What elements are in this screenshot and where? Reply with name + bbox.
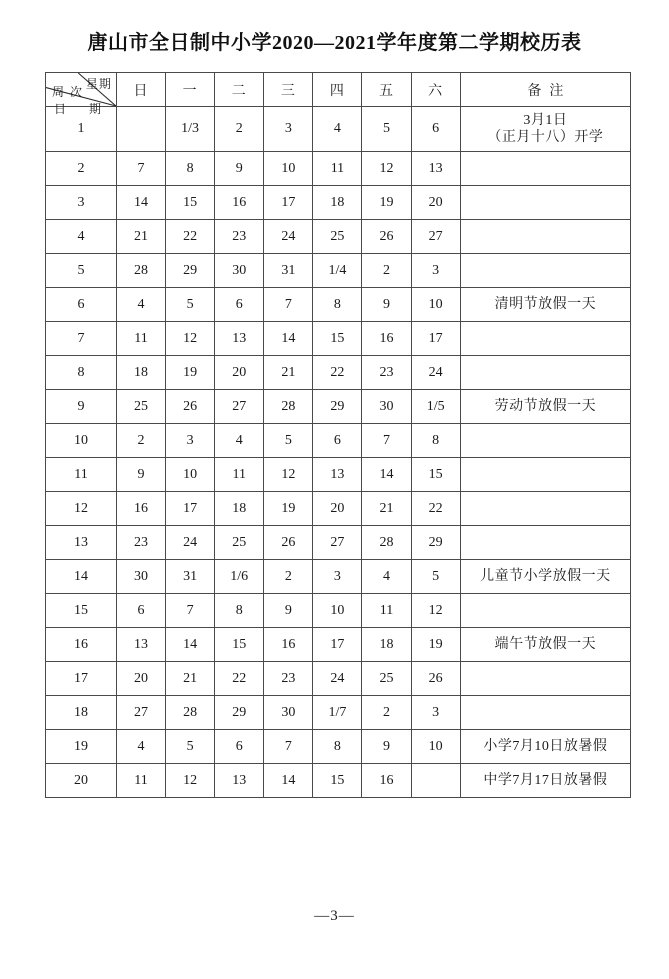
date-cell: 13	[116, 628, 165, 662]
table-row	[46, 764, 631, 798]
date-cell: 7	[116, 152, 165, 186]
remark-cell	[460, 186, 630, 220]
week-index-cell: 17	[46, 662, 117, 696]
week-index-cell: 13	[46, 526, 117, 560]
date-cell: 4	[215, 424, 264, 458]
table-row	[46, 288, 631, 322]
date-cell: 7	[166, 594, 215, 628]
date-cell: 1/7	[313, 696, 362, 730]
week-index-cell: 7	[46, 322, 117, 356]
date-cell: 7	[264, 288, 313, 322]
column-header-friday: 五	[362, 73, 411, 107]
week-index-cell: 3	[46, 186, 117, 220]
date-cell: 15	[411, 458, 460, 492]
date-cell: 20	[116, 662, 165, 696]
date-cell: 15	[313, 764, 362, 798]
date-cell: 15	[313, 322, 362, 356]
table-row	[46, 492, 631, 526]
page-title: 唐山市全日制中小学2020—2021学年度第二学期校历表	[87, 32, 582, 54]
date-cell: 31	[264, 254, 313, 288]
remark-cell	[460, 628, 630, 662]
week-index-cell: 6	[46, 288, 117, 322]
table-row	[46, 186, 631, 220]
table-row	[46, 696, 631, 730]
corner-header-cell	[46, 73, 117, 116]
date-cell: 3	[264, 107, 313, 152]
date-cell: 7	[264, 730, 313, 764]
table-row	[46, 424, 631, 458]
date-cell: 27	[215, 390, 264, 424]
date-cell: 14	[116, 186, 165, 220]
date-cell: 18	[215, 492, 264, 526]
date-cell: 17	[411, 322, 460, 356]
date-cell: 14	[362, 458, 411, 492]
week-index-cell: 15	[46, 594, 117, 628]
corner-label-date	[54, 103, 108, 116]
date-cell: 29	[166, 254, 215, 288]
date-cell: 1/4	[313, 254, 362, 288]
page-number-footer: —3—	[314, 908, 355, 924]
remark-cell	[460, 560, 630, 594]
date-cell: 2	[362, 254, 411, 288]
date-cell: 16	[215, 186, 264, 220]
remark-cell	[460, 662, 630, 696]
table-row	[46, 254, 631, 288]
remark-cell	[460, 764, 630, 798]
date-cell: 24	[166, 526, 215, 560]
remark-line-2: （正月十八）开学	[487, 130, 604, 145]
date-cell: 30	[215, 254, 264, 288]
school-calendar-table	[45, 72, 631, 798]
date-cell: 13	[215, 322, 264, 356]
date-cell: 20	[215, 356, 264, 390]
date-cell: 24	[264, 220, 313, 254]
column-header-monday: 一	[166, 73, 215, 107]
date-cell: 8	[313, 288, 362, 322]
table-row	[46, 152, 631, 186]
table-row	[46, 390, 631, 424]
date-cell: 14	[264, 764, 313, 798]
date-cell: 9	[362, 730, 411, 764]
date-cell: 6	[116, 594, 165, 628]
date-cell: 9	[264, 594, 313, 628]
date-cell: 22	[215, 662, 264, 696]
date-cell: 5	[411, 560, 460, 594]
date-cell: 8	[166, 152, 215, 186]
date-cell: 12	[411, 594, 460, 628]
table-row	[46, 458, 631, 492]
date-cell: 20	[411, 186, 460, 220]
column-header-remarks: 备注	[460, 73, 630, 107]
table-row	[46, 730, 631, 764]
date-cell: 11	[313, 152, 362, 186]
date-cell: 4	[313, 107, 362, 152]
date-cell: 8	[411, 424, 460, 458]
remark-cell	[460, 107, 630, 152]
date-cell: 31	[166, 560, 215, 594]
date-cell: 6	[411, 107, 460, 152]
remark-line-1: 小学7月10日放暑假	[483, 739, 608, 754]
date-cell: 25	[313, 220, 362, 254]
date-cell: 26	[166, 390, 215, 424]
date-cell: 16	[362, 764, 411, 798]
date-cell: 13	[411, 152, 460, 186]
date-cell: 28	[264, 390, 313, 424]
date-cell: 19	[411, 628, 460, 662]
date-cell: 22	[313, 356, 362, 390]
date-cell: 29	[411, 526, 460, 560]
remark-cell	[460, 696, 630, 730]
column-header-sunday: 日	[116, 73, 165, 107]
date-cell: 30	[264, 696, 313, 730]
date-cell: 10	[313, 594, 362, 628]
table-row	[46, 526, 631, 560]
date-cell: 21	[116, 220, 165, 254]
date-cell: 13	[215, 764, 264, 798]
date-cell: 28	[166, 696, 215, 730]
table-row	[46, 628, 631, 662]
date-cell: 4	[362, 560, 411, 594]
date-cell: 9	[215, 152, 264, 186]
date-cell: 27	[411, 220, 460, 254]
date-cell: 1/5	[411, 390, 460, 424]
table-header-row	[46, 73, 631, 107]
date-cell: 3	[411, 254, 460, 288]
date-cell: 14	[264, 322, 313, 356]
date-cell: 30	[362, 390, 411, 424]
date-cell: 6	[313, 424, 362, 458]
week-index-cell: 19	[46, 730, 117, 764]
remark-cell	[460, 356, 630, 390]
remark-cell	[460, 594, 630, 628]
corner-label-date-char2: 期	[89, 102, 103, 116]
date-cell: 23	[215, 220, 264, 254]
date-cell: 5	[264, 424, 313, 458]
date-cell: 2	[116, 424, 165, 458]
table-row	[46, 662, 631, 696]
date-cell: 26	[411, 662, 460, 696]
date-cell: 24	[411, 356, 460, 390]
date-cell: 3	[166, 424, 215, 458]
date-cell: 25	[215, 526, 264, 560]
table-row	[46, 594, 631, 628]
table-row	[46, 322, 631, 356]
column-header-thursday: 四	[313, 73, 362, 107]
week-index-cell: 1	[46, 107, 117, 152]
school-calendar-table-container	[45, 72, 631, 798]
date-cell: 18	[362, 628, 411, 662]
date-cell: 11	[116, 764, 165, 798]
date-cell: 23	[264, 662, 313, 696]
week-index-cell: 2	[46, 152, 117, 186]
date-cell: 16	[264, 628, 313, 662]
remark-cell	[460, 424, 630, 458]
table-row	[46, 356, 631, 390]
date-cell: 12	[264, 458, 313, 492]
date-cell: 25	[116, 390, 165, 424]
corner-label-weekday: 星期	[85, 77, 112, 91]
date-cell: 19	[166, 356, 215, 390]
date-cell: 27	[313, 526, 362, 560]
column-header-wednesday: 三	[264, 73, 313, 107]
corner-label-week-index: 周次	[52, 85, 89, 99]
week-index-cell: 10	[46, 424, 117, 458]
week-index-cell: 5	[46, 254, 117, 288]
date-cell: 30	[116, 560, 165, 594]
date-cell: 21	[362, 492, 411, 526]
date-cell: 19	[264, 492, 313, 526]
date-cell: 13	[313, 458, 362, 492]
remark-cell	[460, 322, 630, 356]
week-index-cell: 11	[46, 458, 117, 492]
remark-cell	[460, 390, 630, 424]
table-row	[46, 107, 631, 152]
remark-line-1: 端午节放假一天	[494, 637, 597, 652]
date-cell: 4	[116, 730, 165, 764]
remark-cell	[460, 220, 630, 254]
table-row	[46, 220, 631, 254]
date-cell: 2	[215, 107, 264, 152]
date-cell: 11	[116, 322, 165, 356]
date-cell: 3	[313, 560, 362, 594]
remark-cell	[460, 254, 630, 288]
date-cell: 29	[215, 696, 264, 730]
date-cell: 26	[362, 220, 411, 254]
week-index-cell: 8	[46, 356, 117, 390]
date-cell: 10	[264, 152, 313, 186]
date-cell: 9	[362, 288, 411, 322]
week-index-cell: 9	[46, 390, 117, 424]
date-cell	[116, 107, 165, 152]
date-cell: 15	[215, 628, 264, 662]
date-cell: 16	[362, 322, 411, 356]
remark-cell	[460, 288, 630, 322]
date-cell: 25	[362, 662, 411, 696]
date-cell: 28	[116, 254, 165, 288]
table-row	[46, 560, 631, 594]
date-cell: 8	[313, 730, 362, 764]
remark-cell	[460, 730, 630, 764]
date-cell: 1/6	[215, 560, 264, 594]
date-cell: 28	[362, 526, 411, 560]
date-cell: 17	[264, 186, 313, 220]
date-cell: 22	[166, 220, 215, 254]
date-cell: 23	[362, 356, 411, 390]
week-index-cell: 12	[46, 492, 117, 526]
remark-cell	[460, 526, 630, 560]
remark-line-1: 儿童节小学放假一天	[480, 569, 611, 584]
date-cell: 18	[313, 186, 362, 220]
date-cell: 8	[215, 594, 264, 628]
date-cell: 12	[166, 322, 215, 356]
date-cell: 3	[411, 696, 460, 730]
date-cell: 5	[166, 288, 215, 322]
column-header-saturday: 六	[411, 73, 460, 107]
date-cell: 2	[362, 696, 411, 730]
week-index-cell: 18	[46, 696, 117, 730]
date-cell: 5	[166, 730, 215, 764]
date-cell: 22	[411, 492, 460, 526]
date-cell: 14	[166, 628, 215, 662]
date-cell: 21	[264, 356, 313, 390]
date-cell: 18	[116, 356, 165, 390]
remark-cell	[460, 458, 630, 492]
date-cell: 24	[313, 662, 362, 696]
date-cell: 27	[116, 696, 165, 730]
date-cell: 15	[166, 186, 215, 220]
remark-line-1: 中学7月17日放暑假	[483, 773, 608, 788]
date-cell: 17	[313, 628, 362, 662]
week-index-cell: 4	[46, 220, 117, 254]
remark-line-1: 3月1日	[523, 113, 568, 128]
remark-cell	[460, 492, 630, 526]
date-cell: 12	[166, 764, 215, 798]
date-cell: 6	[215, 730, 264, 764]
date-cell: 11	[362, 594, 411, 628]
date-cell: 26	[264, 526, 313, 560]
date-cell: 29	[313, 390, 362, 424]
column-header-tuesday: 二	[215, 73, 264, 107]
date-cell: 10	[411, 288, 460, 322]
date-cell: 12	[362, 152, 411, 186]
date-cell: 16	[116, 492, 165, 526]
date-cell: 20	[313, 492, 362, 526]
date-cell: 23	[116, 526, 165, 560]
date-cell	[411, 764, 460, 798]
date-cell: 11	[215, 458, 264, 492]
week-index-cell: 14	[46, 560, 117, 594]
date-cell: 17	[166, 492, 215, 526]
date-cell: 10	[166, 458, 215, 492]
date-cell: 5	[362, 107, 411, 152]
date-cell: 21	[166, 662, 215, 696]
date-cell: 10	[411, 730, 460, 764]
date-cell: 19	[362, 186, 411, 220]
remark-line-1: 劳动节放假一天	[494, 399, 597, 414]
date-cell: 9	[116, 458, 165, 492]
date-cell: 4	[116, 288, 165, 322]
remark-cell	[460, 152, 630, 186]
date-cell: 1/3	[166, 107, 215, 152]
remark-line-1: 清明节放假一天	[494, 297, 597, 312]
week-index-cell: 16	[46, 628, 117, 662]
week-index-cell: 20	[46, 764, 117, 798]
date-cell: 2	[264, 560, 313, 594]
date-cell: 7	[362, 424, 411, 458]
calendar-body	[46, 73, 631, 798]
corner-label-date-char1: 日	[54, 102, 68, 116]
date-cell: 6	[215, 288, 264, 322]
